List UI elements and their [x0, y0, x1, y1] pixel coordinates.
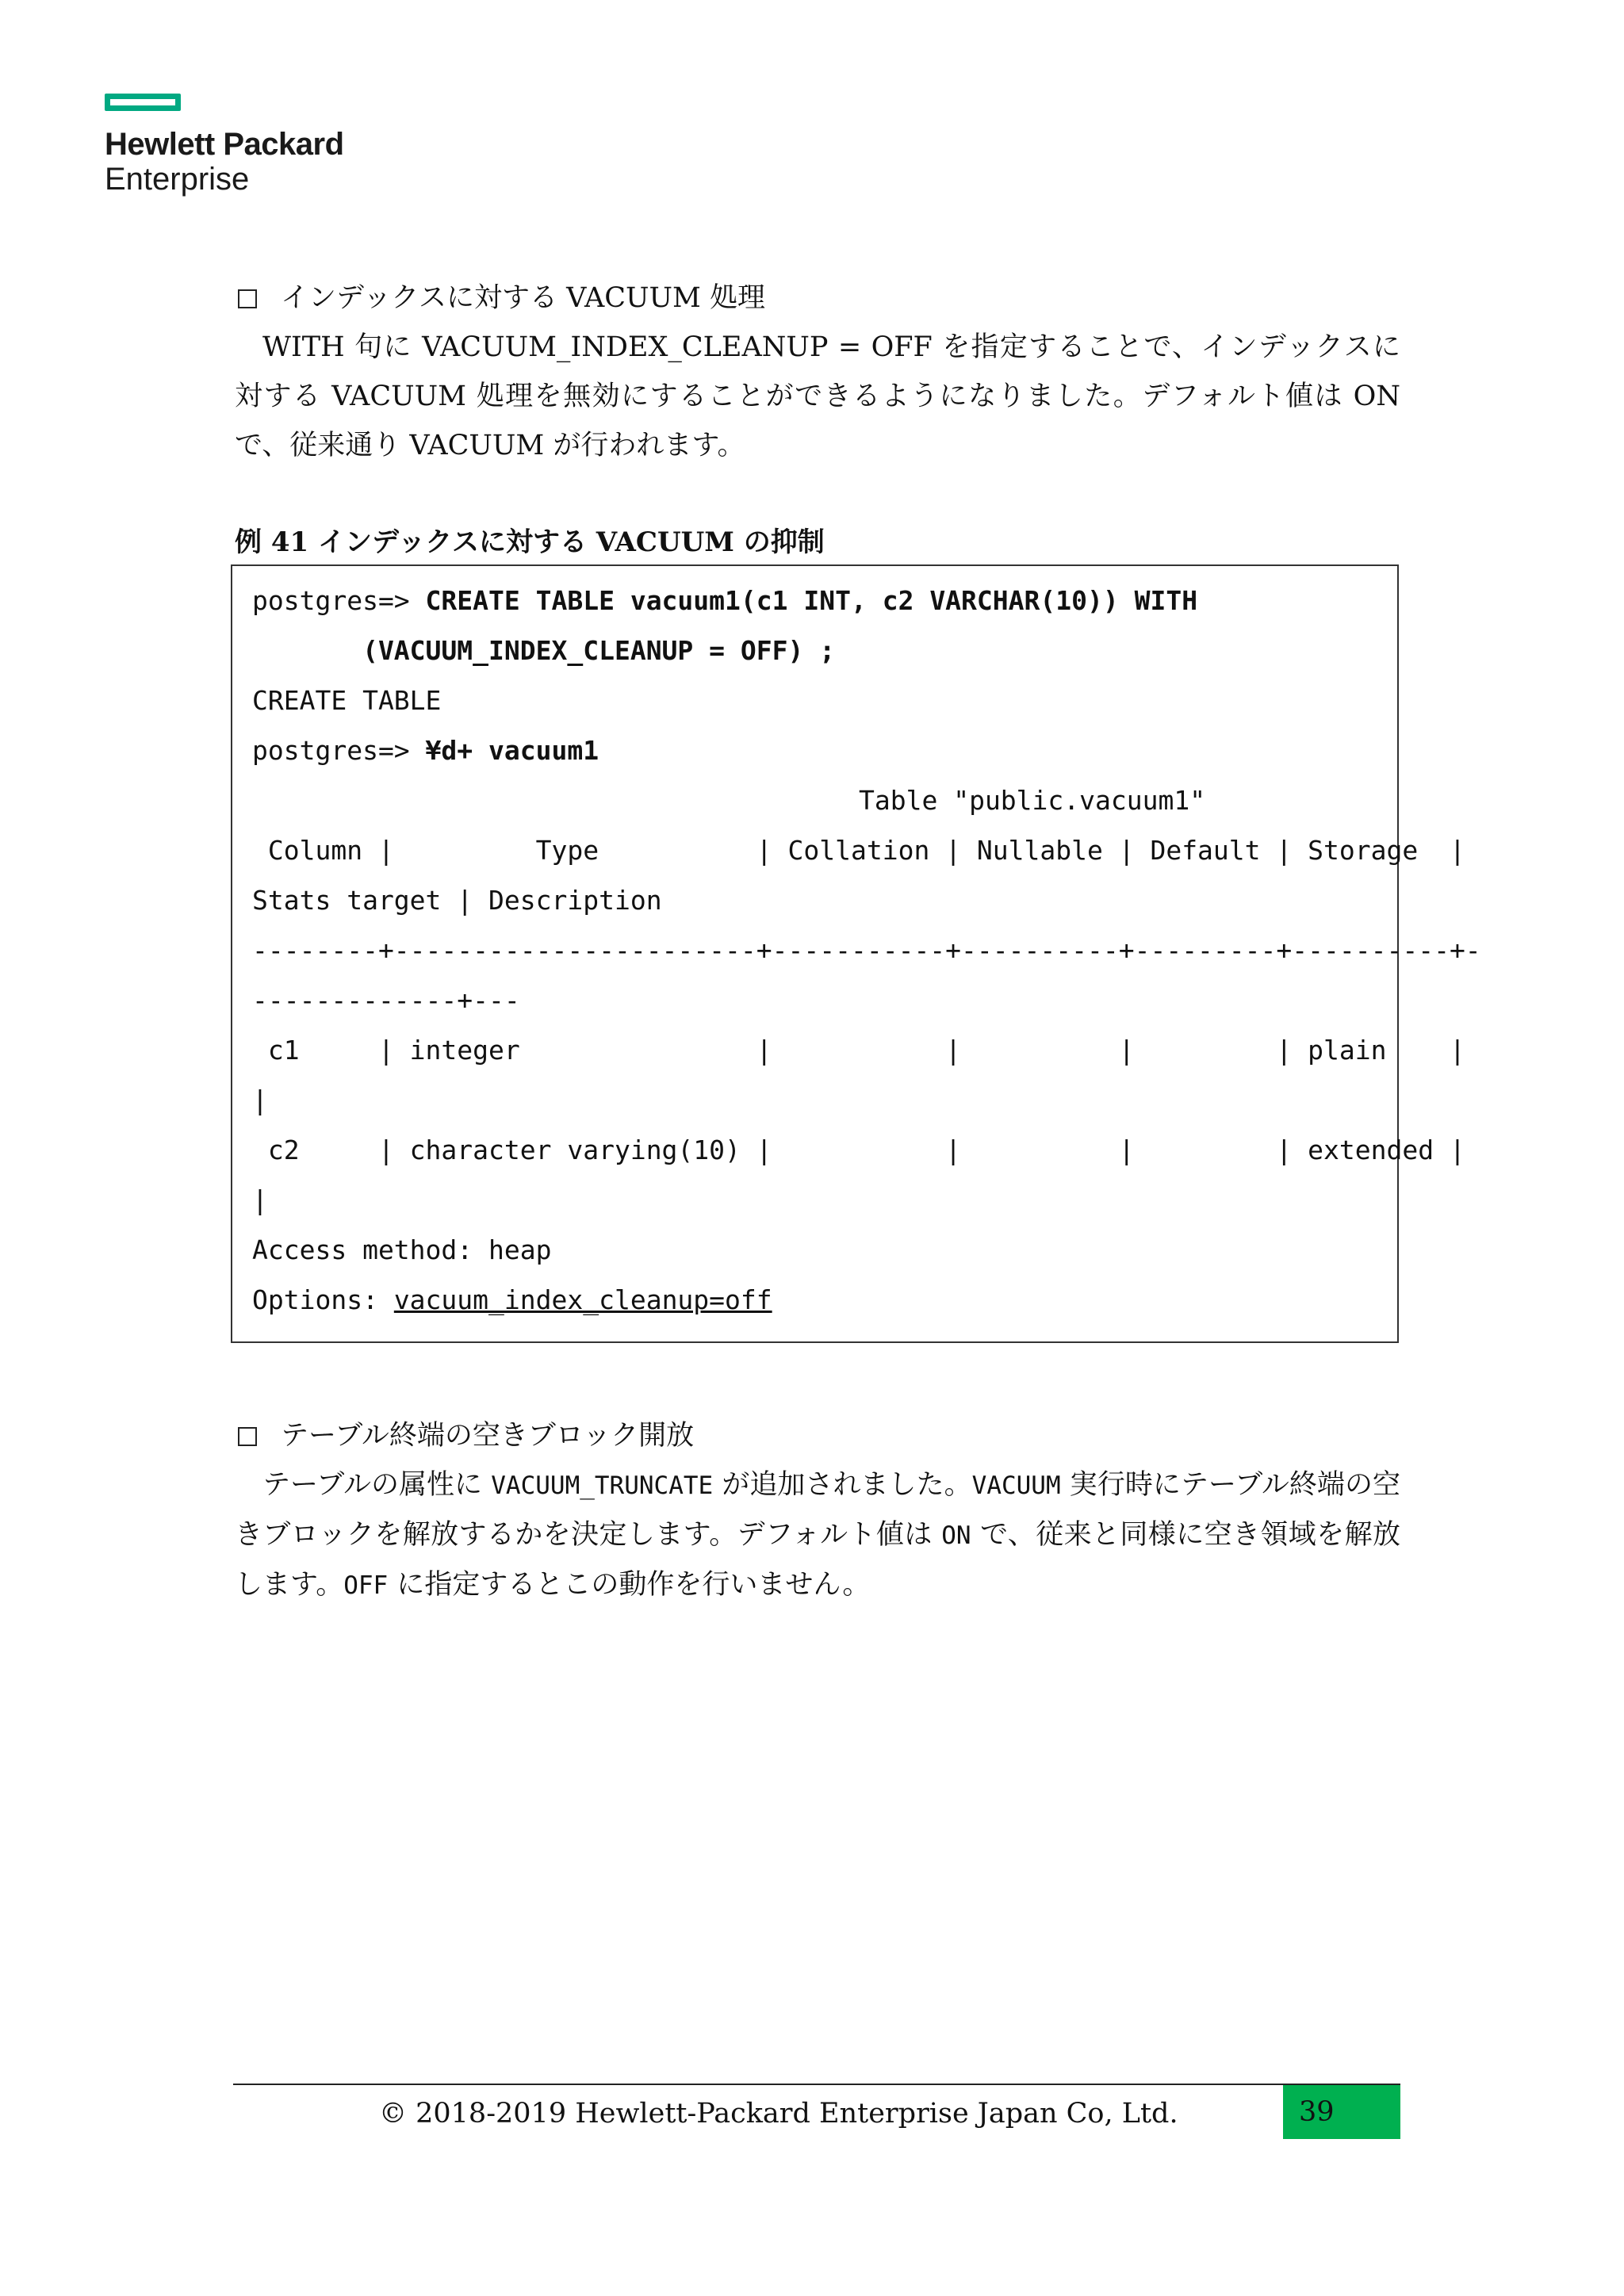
code-line-7-header-wrap: Stats target | Description [252, 885, 662, 916]
code-prompt: postgres=> [252, 585, 426, 616]
para-text: に指定するとこの動作を行いません。 [388, 1569, 871, 1601]
logo-text-line1: Hewlett Packard [105, 127, 344, 162]
section1-paragraph: WITH 句に VACUUM_INDEX_CLEANUP = OFF を指定することで、インデックスに対する VACUUM 処理を無効にすることができるようになりました。デフォルト値は ON で、従来通り VACUUM が行われます。 [235, 331, 1400, 461]
code-line-15-options [252, 1284, 772, 1316]
page-number-box [1283, 2085, 1400, 2139]
code-line-9-separator-wrap: -------------+--- [252, 985, 520, 1016]
options-value: vacuum_index_cleanup=off [393, 1284, 772, 1315]
section1-heading-text: インデックスに対する VACUUM 処理 [281, 282, 765, 314]
code-line-12-row-c2: c2 | character varying(10) | | | | extended | [252, 1135, 1465, 1165]
code-line-4 [252, 735, 599, 767]
code-example-box [231, 564, 1481, 1343]
code-command: ¥d+ vacuum1 [425, 735, 599, 766]
checkbox-bullet-icon [238, 1427, 257, 1446]
code-line-8-separator: --------+-----------------------+-----------+----------+---------+----------+- [252, 935, 1481, 966]
checkbox-bullet-icon [238, 289, 257, 308]
code-line-13-row-c2-wrap: | [252, 1184, 268, 1215]
code-line-5-table-title: Table "public.vacuum1" [859, 785, 1206, 816]
para-text: テーブルの属性に [262, 1469, 492, 1501]
para-code: VACUUM [971, 1471, 1061, 1500]
code-line-2 [252, 635, 835, 667]
section2-paragraph [235, 1460, 1400, 1610]
code-line-1 [252, 585, 1197, 617]
hpe-logo [105, 94, 344, 197]
code-line-11-row-c1-wrap: | [252, 1085, 268, 1115]
para-text: 実行時にテーブル終端の空きブロックを解放するかを決定します。デフォルト値は [235, 1469, 1400, 1551]
footer-rule [233, 2084, 1400, 2085]
options-label: Options: [252, 1284, 394, 1315]
code-command: CREATE TABLE vacuum1(c1 INT, c2 VARCHAR(10)) WITH [425, 585, 1198, 616]
para-code: VACUUM_TRUNCATE [491, 1471, 714, 1500]
section-vacuum-index [235, 274, 1400, 470]
code-line-3: CREATE TABLE [252, 685, 442, 716]
code-line-10-row-c1: c1 | integer | | | | plain | [252, 1035, 1465, 1066]
para-code: OFF [343, 1571, 389, 1600]
section1-heading [235, 274, 1400, 323]
logo-bar-icon [105, 94, 181, 111]
section2-heading-text: テーブル終端の空きブロック開放 [281, 1420, 695, 1452]
code-line-14-access-method: Access method: heap [252, 1234, 552, 1265]
page-number: 39 [1299, 2096, 1335, 2128]
section-vacuum-truncate [235, 1411, 1400, 1610]
code-prompt: postgres=> [252, 735, 426, 766]
logo-text-line2: Enterprise [105, 162, 250, 197]
para-text: が追加されました。 [713, 1469, 972, 1501]
section2-heading [235, 1411, 1400, 1460]
code-command-cont: (VACUUM_INDEX_CLEANUP = OFF) ; [252, 635, 836, 666]
footer-copyright: © 2018-2019 Hewlett-Packard Enterprise Japan Co, Ltd. [379, 2098, 1178, 2130]
code-line-6-header: Column | Type | Collation | Nullable | Default | Storage | [252, 835, 1465, 866]
example-caption: 例 41 インデックスに対する VACUUM の抑制 [235, 526, 825, 558]
para-text: で、従来と同様に空き領域を解放します。 [235, 1519, 1400, 1601]
para-code: ON [941, 1521, 971, 1550]
